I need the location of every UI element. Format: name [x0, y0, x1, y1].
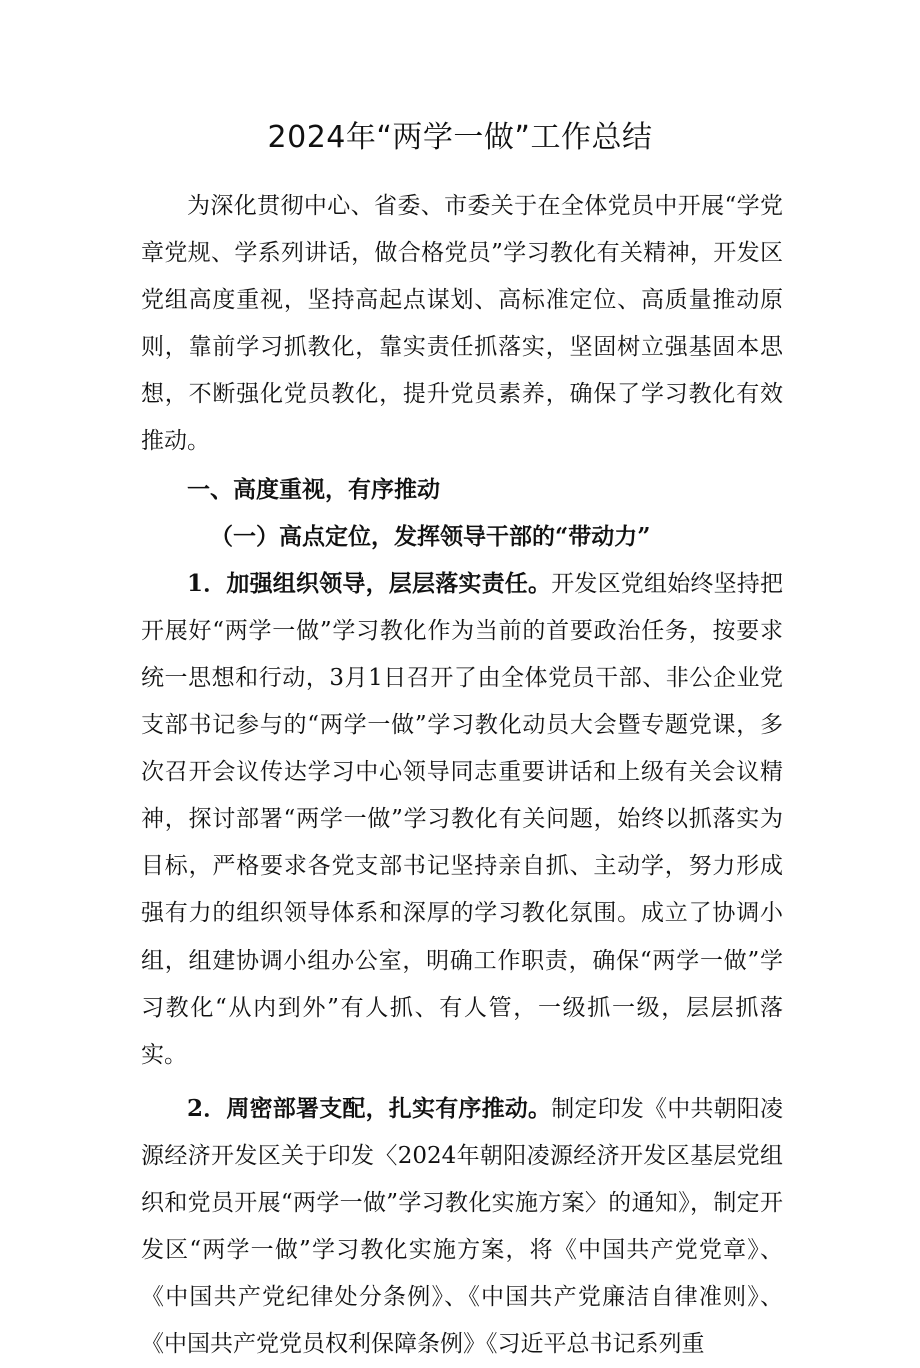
subsection-heading: （一）高点定位，发挥领导干部的“带动力”	[210, 522, 651, 550]
item-1-paragraph	[141, 560, 783, 1079]
item-1-text: 开发区党组始终坚持把开展好“两学一做”学习教化作为当前的首要政治任务，按要求统一思想和行动，3月1日召开了由全体党员干部、非公企业党支部书记参与的“两学一做”学习教化动员大会暨专题党课，多次召开会议传达学习中心领导同志重要讲话和上级有关会议精神，探讨部署“两学一做”学习教化有关问题，始终以抓落实为目标，严格要求各党支部书记坚持亲自抓、主动学，努力形成强有力的组织领导体系和深厚的学习教化氛围。成立了协调小组，组建协调小组办公室，明确工作职责，确保“两学一做”学习教化“从内到外”有人抓、有人管，一级抓一级，层层抓落实。	[141, 570, 783, 1068]
item-1-lead: 1．加强组织领导，层层落实责任。	[187, 569, 552, 597]
intro-paragraph: 为深化贯彻中心、省委、市委关于在全体党员中开展“学党章党规、学系列讲话，做合格党员”学习教化有关精神，开发区党组高度重视，坚持高起点谋划、高标准定位、高质量推动原则，靠前学习抓教化，靠实责任抓落实，坚固树立强基固本思想，不断强化党员教化，提升党员素养，确保了学习教化有效推动。	[141, 193, 783, 455]
item-2-lead: 2．周密部署支配，扎实有序推动。	[187, 1094, 552, 1122]
document-title: 2024年“两学一做”工作总结	[267, 120, 653, 155]
item-2-text: 制定印发《中共朝阳凌源经济开发区关于印发〈2024年朝阳凌源经济开发区基层党组织和党员开展“两学一做”学习教化实施方案〉的通知》，制定开发区“两学一做”学习教化实施方案，将《中国共产党党章》、《中国共产党纪律处分条例》、《中国共产党廉洁自律准则》、《中国共产党党员权利保障条例》《习近平总书记系列重	[141, 1095, 783, 1358]
section-heading: 一、高度重视，有序推动	[187, 475, 440, 503]
document-body	[141, 183, 783, 1368]
item-2-paragraph	[141, 1085, 783, 1368]
